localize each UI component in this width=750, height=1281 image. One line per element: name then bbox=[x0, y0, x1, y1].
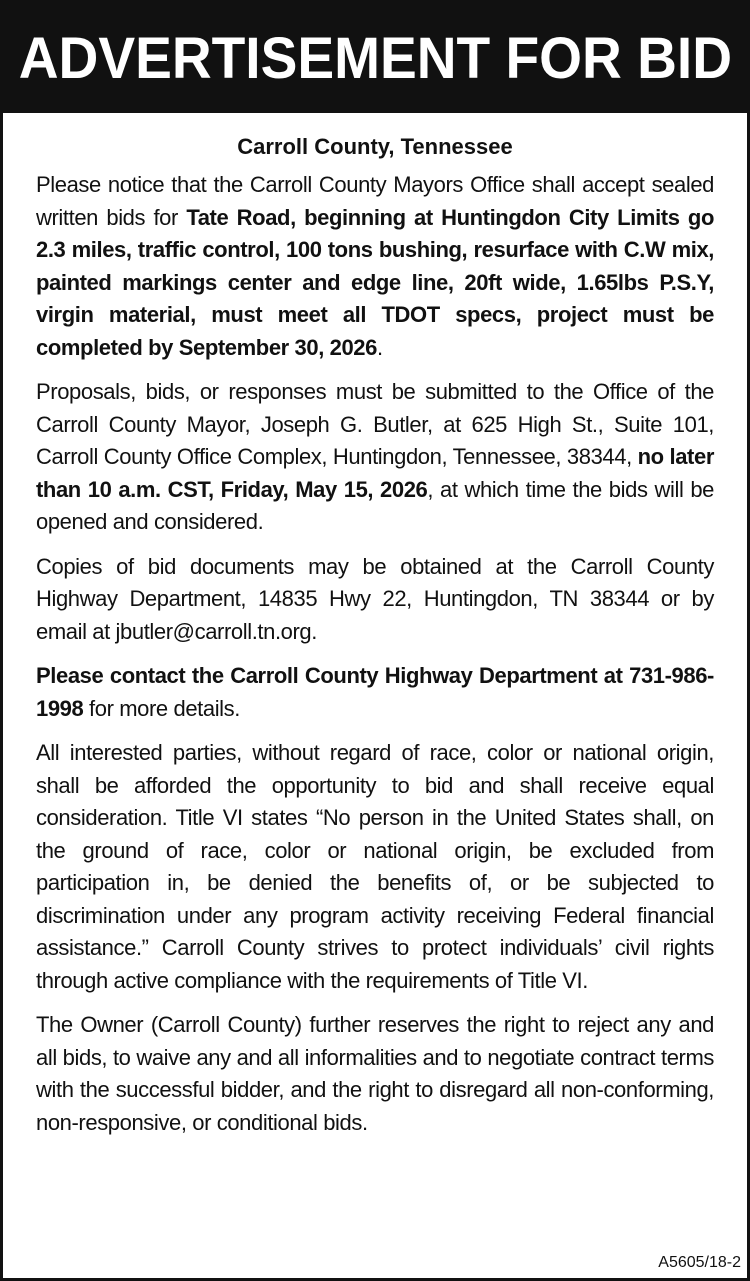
header-banner bbox=[3, 3, 747, 113]
paragraph-bid-scope-tail: . bbox=[376, 334, 383, 360]
notice-body bbox=[36, 131, 714, 1151]
paragraph-bid-scope-bold: Tate Road, beginning at Huntingdon City Limits go 2.3 miles, traffic control, 100 tons bushing, resurface with C.W mix, painted markings center and edge line, 20ft wide, 1.65lbs P.S.Y, virgin material, must meet all TDOT specs, project must be completed by September 30, 2026 bbox=[36, 204, 714, 360]
ad-code: A5605/18-2 bbox=[658, 1254, 741, 1271]
page-title: ADVERTISEMENT FOR BID bbox=[18, 25, 732, 91]
notice-subtitle: Carroll County, Tennessee bbox=[237, 134, 513, 159]
paragraph-bid-scope bbox=[36, 169, 714, 364]
paragraph-submission bbox=[36, 376, 714, 539]
paragraph-contact-tail: for more details. bbox=[83, 695, 240, 721]
paragraph-contact-bold: Please contact the Carroll County Highway Department at 731-986-1998 bbox=[36, 663, 714, 721]
paragraph-documents: Copies of bid documents may be obtained at the Carroll County Highway Department, 14835 Hwy 22, Huntingdon, TN 38344 or by email at jbutler@carroll.tn.org. bbox=[36, 553, 714, 644]
paragraph-submission-tail: , at which time the bids will be opened and considered. bbox=[36, 476, 715, 534]
paragraph-submission-deadline: no later than 10 a.m. CST, Friday, May 15, 2026 bbox=[36, 444, 714, 502]
paragraph-contact bbox=[36, 660, 714, 725]
paragraph-bid-scope-lead: Please notice that the Carroll County Mayors Office shall accept sealed written bids for bbox=[36, 172, 714, 230]
paragraph-title-vi: All interested parties, without regard of race, color or national origin, shall be afforded the opportunity to bid and shall receive equal consideration. Title VI states “No person in the United States shall, on the ground of race, color or national origin, be excluded from participation in, be denied the benefits of, or be subjected to discrimination under any program activity receiving Federal financial assistance.” Carroll County strives to protect individuals’ civil rights through active compliance with the requirements of Title VI. bbox=[36, 740, 714, 993]
paragraph-submission-lead: Proposals, bids, or responses must be submitted to the Office of the Carroll County Mayor, Joseph G. Butler, at 625 High St., Suite 101, Carroll County Office Complex, Huntingdon, Tennessee, 38344, bbox=[36, 379, 714, 469]
paragraph-reservation: The Owner (Carroll County) further reserves the right to reject any and all bids, to waive any and all informalities and to negotiate contract terms with the successful bidder, and the right to disregard all non-conforming, non-responsive, or conditional bids. bbox=[36, 1012, 714, 1135]
